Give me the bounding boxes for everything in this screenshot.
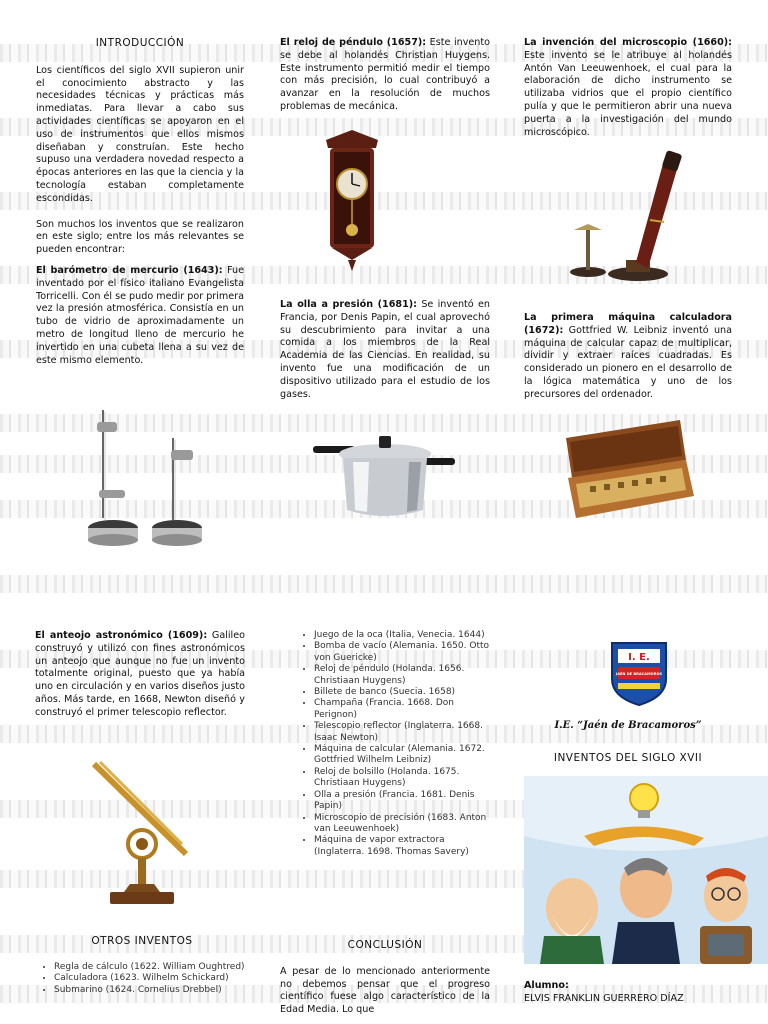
telescope-image	[90, 758, 190, 908]
cover-title	[524, 752, 732, 765]
barometro-paragraph	[36, 265, 244, 367]
calculadora-paragraph	[524, 312, 732, 402]
list-item: • Champaña (Francia. 1668. Don Perignon)	[314, 698, 490, 721]
school-logo	[608, 639, 670, 707]
calculadora-text: Gottfried W. Leibniz inventó una máquina de calcular capaz de multiplicar, dividir y extraer raíces cuadradas. Es considerado un pionero en el desarrollo de la lógica matemática y uno de los precursores del ordenador.	[524, 324, 732, 400]
otros-section	[36, 935, 248, 996]
list-item: • Juego de la oca (Italia, Venecia. 1644)	[314, 630, 490, 641]
pressure-cooker-image	[313, 432, 455, 524]
student-section	[524, 980, 744, 1006]
logo-text: JAÉN DE BRACAMOROS	[615, 672, 663, 676]
olla-section	[280, 299, 490, 401]
cover-title-text: INVENTOS DEL SIGLO XVII	[553, 752, 703, 764]
microscopio-paragraph	[524, 37, 732, 139]
list-item: • Bomba de vacío (Alemania. 1650. Otto von Guericke)	[314, 641, 490, 664]
anteojo-title: El anteojo astronómico (1609):	[35, 630, 208, 641]
intro-section	[36, 37, 244, 367]
anteojo-paragraph	[35, 630, 245, 720]
list-item: • Regla de cálculo (1622. William Oughtred)	[54, 962, 248, 973]
list-item: • Máquina de calcular (Alemania. 1672. Gottfried Wilhelm Leibniz)	[314, 744, 490, 767]
list-item: • Olla a presión (Francia. 1681. Denis Papin)	[314, 790, 490, 813]
barometro-text: Fue inventado por el físico italiano Evangelista Torricelli. Con él se pudo medir por primera vez la presión atmosférica. Consistía en un tubo de vidrio de aproximadamente un metro de longitud lleno de mercurio he invertido en una cubeta llena a su vez de este mismo elemento.	[36, 264, 244, 366]
olla-paragraph	[280, 299, 490, 401]
microscopio-text: Este invento se le atribuye al holandés Antón Van Leeuwenhoek, el cual para la elaboración de dicho instrumento se utilizaba vidrios que el propio científico pulía y que le permitieron abrir una nueva puerta a la investigación del mundo microscópico.	[524, 49, 732, 138]
conclusion-section	[280, 939, 490, 1017]
otros-heading: OTROS INVENTOS	[91, 935, 193, 947]
student-name: ELVIS FRANKLIN GUERRERO DÍAZ	[524, 992, 684, 1004]
list-item: • Billete de banco (Suecia. 1658)	[314, 687, 490, 698]
intro-paragraph-2: Son muchos los inventos que se realizaron en este siglo; entre los más relevantes se pueden encontrar:	[36, 218, 244, 256]
list-item: • Microscopio de precisión (1683. Anton van Leeuwenhoek)	[314, 813, 490, 836]
microscopio-title: La invención del microscopio (1660):	[524, 37, 732, 48]
school-name-text: I.E. “Jaén de Bracamoros”	[554, 720, 702, 731]
list-item: • Reloj de péndulo (Holanda. 1656. Christiaan Huygens)	[314, 664, 490, 687]
school-name	[524, 720, 732, 733]
calculadora-title: La primera máquina calculadora (1672):	[524, 312, 732, 336]
inventos-list	[296, 630, 490, 858]
logo-letters: I. E.	[628, 652, 650, 663]
inventors-cartoon-image	[524, 776, 768, 964]
calculadora-section	[524, 312, 732, 402]
otros-list	[36, 962, 248, 996]
list-item: • Telescopio reflector (Inglaterra. 1668. Isaac Newton)	[314, 721, 490, 744]
intro-heading: INTRODUCCIÓN	[95, 37, 185, 49]
barometer-image	[85, 408, 215, 550]
intro-paragraph-1: Los científicos del siglo XVII supieron unir el conocimiento abstracto y las necesidades técnicas y prácticas más inmediatas. Para llevar a cabo sus actividades científicas se apoyaron en el uso de instrumentos que ellos mismos diseñaban y construían. Este hecho supuso una verdadera novedad respecto a épocas anteriores en las que la ciencia y la tecnología estaban completamente escondidas.	[36, 64, 244, 204]
conclusion-text: A pesar de lo mencionado anteriormente no debemos pensar que el progreso científico fuese algo característico de la Edad Media. Lo que	[280, 965, 490, 1016]
reloj-text: Este invento se debe al holandés Christian Huygens. Este instrumento permitió medir el tiempo con más precisión, lo cual contribuyó a avanzar en la resolución de muchos problemas de mecánica.	[280, 37, 490, 112]
reloj-title: El reloj de péndulo (1657):	[280, 37, 427, 48]
reloj-paragraph	[280, 37, 490, 114]
list-item: • Máquina de vapor extractora (Inglaterra. 1698. Thomas Savery)	[314, 835, 490, 858]
conclusion-heading: CONCLUSIÓN	[347, 939, 423, 951]
student-label: Alumno:	[524, 980, 569, 991]
anteojo-section	[35, 630, 245, 720]
barometro-title: El barómetro de mercurio (1643):	[36, 264, 223, 276]
pendulum-clock-image	[318, 128, 386, 273]
anteojo-text: Galileo construyó y utilizó con fines astronómicos un anteojo que aunque no fue un invento totalmente original, puesto que ya había uno en circulación y en varios diseños justo años. Más tarde, en 1668, Newton diseñó y construyó el primer telescopio reflector.	[35, 630, 245, 718]
calculating-machine-image	[560, 418, 700, 528]
olla-title: La olla a presión (1681):	[280, 299, 417, 310]
list-item: • Submarino (1624. Cornelius Drebbel)	[54, 985, 248, 996]
microscope-image	[566, 150, 691, 285]
microscopio-section	[524, 37, 732, 139]
reloj-section	[280, 37, 490, 114]
inventos-list-section	[296, 630, 490, 858]
list-item: • Reloj de bolsillo (Holanda. 1675. Christiaan Huygens)	[314, 767, 490, 790]
list-item: • Calculadora (1623. Wilhelm Schickard)	[54, 973, 248, 984]
olla-text: Se inventó en Francia, por Denis Papin, el cual aprovechó su descubrimiento para invitar a una comida a los miembros de la Real Academia de las Ciencias. En realidad, su invento fue una modificación de un dispositivo utilizado para el estudio de los gases.	[280, 299, 490, 400]
